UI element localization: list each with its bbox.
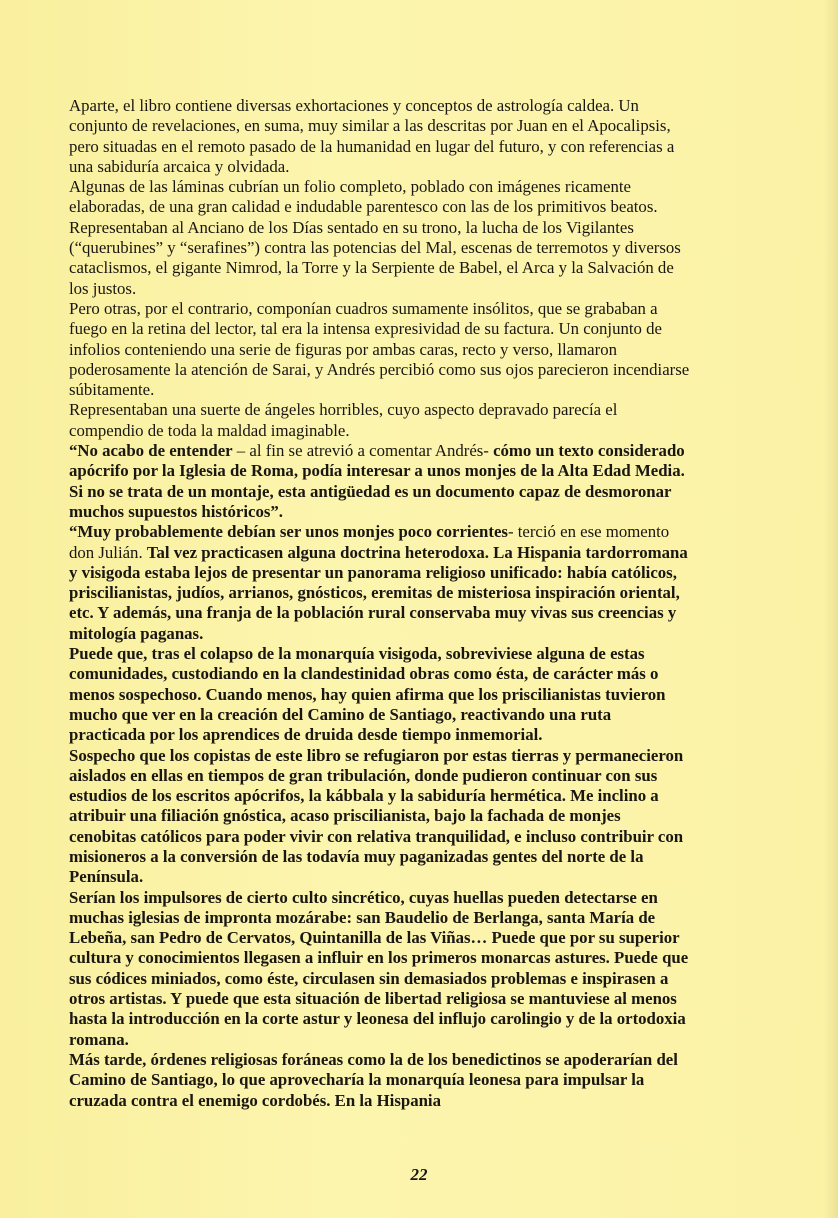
dialogue-narration: - terció en ese momento don Julián. — [69, 522, 670, 562]
paragraph-1: Aparte, el libro contiene diversas exhortaciones y conceptos de astrología caldea. Un conjunto de revelaciones, en suma, muy similar a las descritas por Juan en el Apocalipsis, pero situadas en el remoto pasado de la humanidad en lugar del futuro, y con referencias a una sabiduría arcaica y olvidada. — [69, 96, 675, 176]
dialogue-bold-start: “No acabo de entender — [69, 441, 233, 461]
paragraph-2: Algunas de las láminas cubrían un folio completo, poblado con imágenes ricamente elaboradas, de una gran calidad e indudable parentesco con las de los primitivos beatos. Representaban al Anciano de los Días sentado en su trono, la lucha de los Vigilantes (“querubines” y “serafines”) contra las potencias del Mal, escenas de terremotos y diversos cataclismos, el gigante Nimrod, la Torre y la Serpiente de Babel, el Arca y la Salvación de los justos. — [69, 177, 681, 298]
paragraph-5-dialogue — [69, 441, 691, 522]
paragraph-8: Sospecho que los copistas de este libro se refugiaron por estas tierras y permanecieron aislados en ellas en tiempos de gran tribulación, donde pudieron continuar con sus estudios de los escritos apócrifos, la kábbala y la sabiduría hermética. Me inclino a atribuir una filiación gnóstica, acaso priscilianista, bajo la fachada de monjes cenobitas católicos para poder vivir con relativa tranquilidad, e incluso contribuir con misioneros a la conversión de las todavía muy paganizadas gentes del norte de la Península. — [69, 745, 684, 887]
paragraph-10: Más tarde, órdenes religiosas foráneas como la de los benedictinos se apoderarían del Camino de Santiago, lo que aprovecharía la monarquía leonesa para impulsar la cruzada contra el enemigo cordobés. En la Hispania — [69, 1049, 678, 1110]
paragraph-3: Pero otras, por el contrario, componían cuadros sumamente insólitos, que se grababan a fuego en la retina del lector, tal era la intensa expresividad de su factura. Un conjunto de infolios conteniendo una serie de figuras por ambas caras, recto y verso, llamaron poderosamente la atención de Sarai, y Andrés percibió como sus ojos parecieron incendiarse súbitamente. — [69, 298, 690, 400]
dialogue-bold-end: cómo un texto considerado apócrifo por la Iglesia de Roma, podía interesar a unos monjes de la Alta Edad Media. Si no se trata de un montaje, esta antigüedad es un documento capaz de desmoronar muchos supuestos históricos”. — [69, 441, 685, 521]
page-edge-shadow — [824, 0, 838, 1218]
dialogue-bold-end: Tal vez practicasen alguna doctrina heterodoxa. La Hispania tardorromana y visigoda estaba lejos de presentar un panorama religioso unificado: había católicos, priscilianistas, judíos, arrianos, gnósticos, eremitas de misteriosa inspiración oriental, etc. Y además, una franja de la población rural conservaba muy vivas sus creencias y mitología paganas. — [69, 542, 688, 643]
paragraph-7: Puede que, tras el colapso de la monarquía visigoda, sobreviviese alguna de estas comunidades, custodiando en la clandestinidad obras como ésta, de carácter más o menos sospechoso. Cuando menos, hay quien afirma que los priscilianistas tuvieron mucho que ver en la creación del Camino de Santiago, reactivando una ruta practicada por los aprendices de druida desde tiempo inmemorial. — [69, 644, 666, 745]
dialogue-bold-start: “Muy probablemente debían ser unos monjes poco corrientes — [69, 522, 508, 542]
paragraph-9: Serían los impulsores de cierto culto sincrético, cuyas huellas pueden detectarse en muchas iglesias de impronta mozárabe: san Baudelio de Berlanga, santa María de Lebeña, san Pedro de Cervatos, Quintanilla de las Viñas… Puede que por su superior cultura y conocimientos llegasen a influir en los primeros monarcas astures. Puede que sus códices miniados, como éste, circulasen sin demasiados problemas e inspirasen a otros artistas. Y puede que esta situación de libertad religiosa se mantuviese al menos hasta la introducción en la corte astur y leonesa del influjo carolingio y de la ortodoxia romana. — [69, 887, 689, 1049]
paragraph-6-dialogue — [69, 522, 691, 644]
dialogue-narration: – al fin se atrevió a comentar Andrés- — [232, 441, 494, 461]
paragraph-4: Representaban una suerte de ángeles horribles, cuyo aspecto depravado parecía el compendio de toda la maldad imaginable. — [69, 400, 618, 440]
body-text — [69, 96, 691, 1111]
page-number: 22 — [410, 1165, 428, 1184]
